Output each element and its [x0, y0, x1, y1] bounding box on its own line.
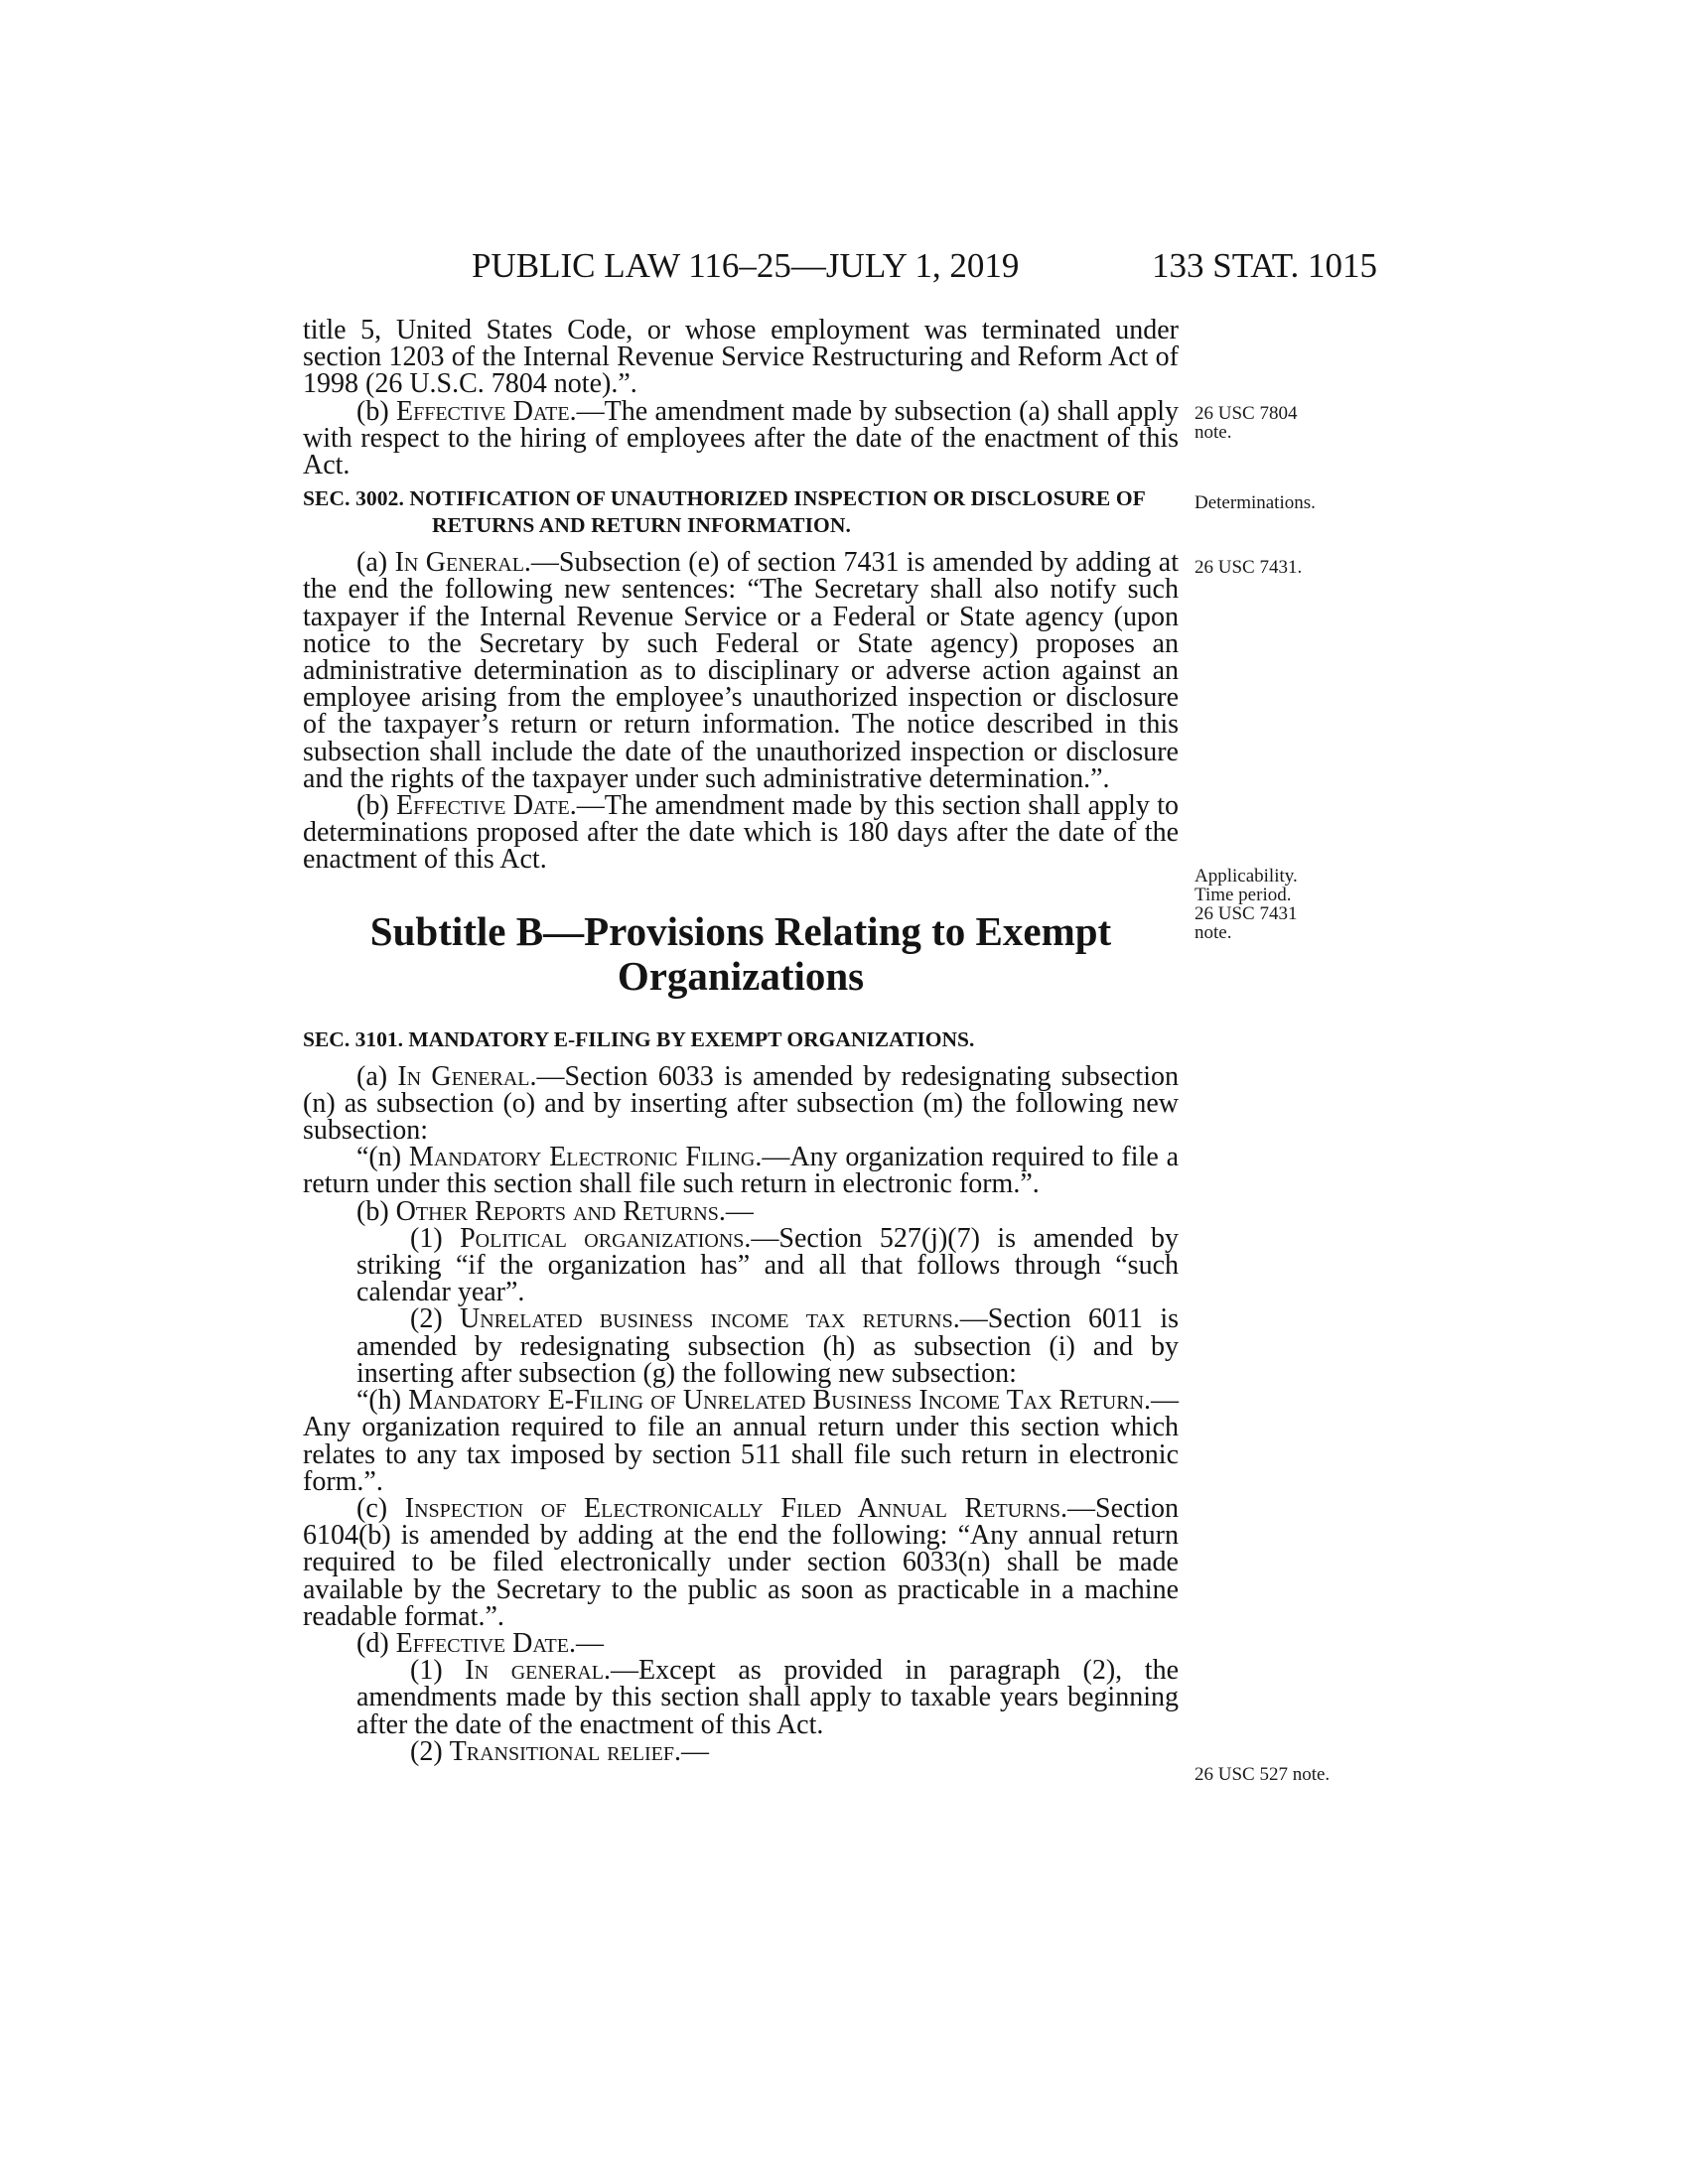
text-column — [303, 317, 1179, 1765]
margin-note-determinations: Determinations. — [1195, 492, 1316, 513]
paragraph-unrelated-business-income: (2) Unrelated business income tax returns.—Section 6011 is amended by redesignating subsection (h) as subsection (i) and by inserting after subsection (g) the following new subsection: — [356, 1303, 1179, 1389]
paragraph-other-reports: (b) Other Reports and Returns.— — [356, 1195, 754, 1227]
margin-note-applicability — [1195, 867, 1334, 942]
margin-note-527: 26 USC 527 note. — [1195, 1764, 1331, 1785]
paragraph-in-general-3002: (a) In General.—Subsection (e) of section 7431 is amended by adding at the end the following new sentences: “The Secretary shall also notify such taxpayer if the Internal Revenue Service or a Federal or State agency (upon notice to the Secretary by such Federal or State agency) proposes an administrative determination as to disciplinary or adverse action against an employee arising from the employee’s unauthorized inspection or disclosure of the taxpayer’s return or return information. The notice described in this subsection shall include the date of the unauthorized inspection or disclosure and the rights of the taxpayer under such administrative determination.”. — [303, 547, 1180, 794]
margin-note-7804: 26 USC 7804 note. — [1195, 403, 1298, 443]
margin-note-7431-note-line: 26 USC 7431 note. — [1195, 903, 1298, 943]
paragraph-intro: title 5, United States Code, or whose employment was terminated under section 1203 of the Internal Revenue Service Restructuring and Reform Act of 1998 (26 U.S.C. 7804 note).”. — [303, 315, 1179, 400]
running-header-page: 133 STAT. 1015 — [1152, 246, 1377, 285]
paragraph-in-general-effective: (1) In general.—Except as provided in paragraph (2), the amendments made by this section shall apply to taxable years beginning after the date of the enactment of this Act. — [356, 1655, 1179, 1740]
paragraph-effective-date-3101: (d) Effective Date.— — [356, 1627, 604, 1659]
margin-note-applicability-line: Applicability. — [1195, 866, 1298, 887]
paragraph-transitional-relief: (2) Transitional relief.— — [410, 1735, 709, 1767]
paragraph-mandatory-electronic-filing: “(n) Mandatory Electronic Filing.—Any organization required to file a return under this section shall file such return in electronic form.”. — [303, 1142, 1180, 1200]
margin-note-7431: 26 USC 7431. — [1195, 557, 1303, 578]
paragraph-effective-date-3002: (b) Effective Date.—The amendment made by this section shall apply to determinations proposed after the date which is 180 days after the date of the enactment of this Act. — [303, 790, 1179, 876]
paragraph-political-organizations: (1) Political organizations.—Section 527(j)(7) is amended by striking “if the organization has” and all that follows through “such calendar year”. — [356, 1222, 1179, 1308]
section-heading-3101: SEC. 3101. MANDATORY E-FILING BY EXEMPT ORGANIZATIONS. — [303, 1026, 975, 1051]
margin-note-time-period-line: Time period. — [1195, 885, 1292, 905]
paragraph-mandatory-efiling-ubit: “(h) Mandatory E-Filing of Unrelated Business Income Tax Return.—Any organization required to file an annual return under this section which relates to any tax imposed by section 511 shall file such return in electronic form.”. — [303, 1385, 1179, 1497]
paragraph-effective-date-1: (b) Effective Date.—The amendment made by subsection (a) shall apply with respect to the hiring of employees after the date of the enactment of this Act. — [303, 395, 1179, 481]
running-header-title: PUBLIC LAW 116–25—JULY 1, 2019 — [472, 246, 1020, 285]
paragraph-in-general-3101: (a) In General.—Section 6033 is amended by redesignating subsection (n) as subsection (o) and by inserting after subsection (m) the following new subsection: — [303, 1060, 1179, 1147]
paragraph-inspection-of-returns: (c) Inspection of Electronically Filed Annual Returns.—Section 6104(b) is amended by adding at the end the following: “Any annual return required to be filed electronically under section 6033(n) shall be made available by the Secretary to the public as soon as practicable in a machine readable format.”. — [303, 1492, 1180, 1632]
section-heading-3002: SEC. 3002. NOTIFICATION OF UNAUTHORIZED INSPECTION OR DISCLOSURE OF RETURNS AND RETURN INFORMATION. — [303, 486, 1146, 538]
subtitle-heading: Subtitle B—Provisions Relating to Exempt Organizations — [369, 907, 1112, 999]
